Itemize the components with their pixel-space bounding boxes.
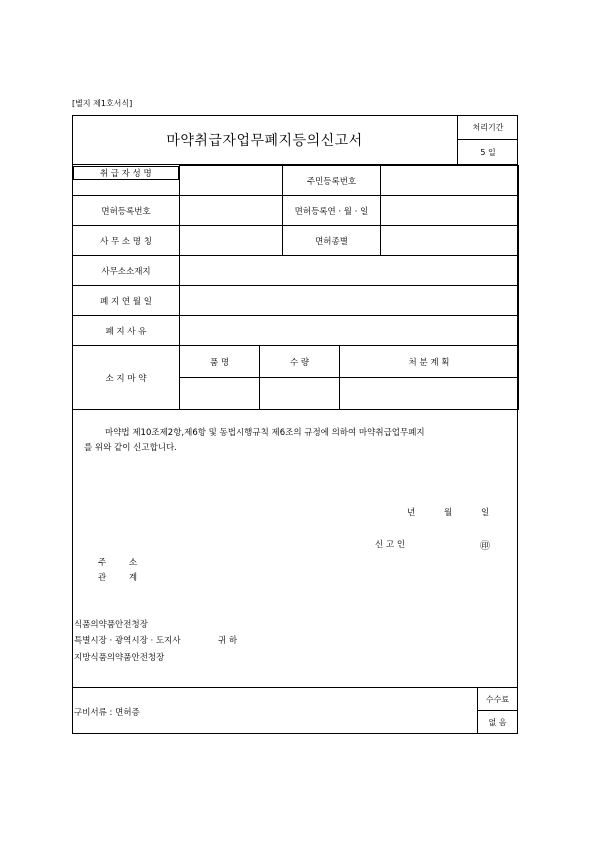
office-address-field[interactable]	[180, 256, 519, 286]
processing-label: 처리기간	[458, 115, 518, 140]
col-plan-header: 처 분 계 획	[340, 346, 519, 378]
date-month: 월	[444, 508, 453, 518]
license-no-field[interactable]	[180, 196, 283, 226]
license-type-label: 면허종별	[283, 226, 381, 256]
fee-label: 수수료	[485, 694, 510, 704]
quantity-field[interactable]	[260, 378, 340, 410]
date-day: 일	[481, 508, 490, 518]
office-address-label: 사무소소재지	[73, 256, 180, 286]
resident-no-label: 주민등록번호	[283, 166, 381, 196]
addressee: 귀 하	[218, 636, 238, 646]
col-quantity-header: 수 량	[260, 346, 340, 378]
license-type-field[interactable]	[381, 226, 519, 256]
license-date-label: 면허등록연 · 월 · 일	[283, 196, 381, 226]
handler-name-label: 취 급 자 성 명	[73, 166, 180, 180]
narcotics-table	[72, 345, 519, 410]
plan-field[interactable]	[340, 378, 519, 410]
resident-no-field[interactable]	[381, 166, 519, 196]
info-table	[72, 165, 519, 346]
date-year: 년	[407, 508, 416, 518]
closure-reason-field[interactable]	[180, 316, 519, 346]
fee-value: 없 음	[488, 717, 507, 727]
form-title: 마약취급자업무폐지등의신고서	[166, 132, 363, 149]
recipient-2: 특별시장 · 광역시장 · 도지사	[74, 636, 181, 646]
statement-line-2: 를 위와 같이 신고합니다.	[84, 443, 177, 453]
owned-narcotics-label: 소 지 마 약	[73, 346, 180, 410]
recipient-3: 지방식품의약품안전청장	[74, 653, 165, 663]
processing-value: 5 일	[458, 140, 518, 165]
closure-reason-label: 폐 지 사 유	[73, 316, 180, 346]
license-no-label: 면허등록번호	[73, 196, 180, 226]
item-field[interactable]	[180, 378, 260, 410]
office-name-label: 사 무 소 명 칭	[73, 226, 180, 256]
required-documents: 구비서류 : 면허증	[74, 708, 140, 718]
handler-name-field[interactable]	[180, 166, 283, 196]
seal-mark: ㊞	[480, 541, 490, 552]
footer-divider	[72, 687, 518, 688]
title-cell	[72, 115, 458, 165]
statement-line-1: 마약법 제10조제2항,제6항 및 동법시행규칙 제6조의 규정에 의하여 마약취급업무폐지	[105, 428, 425, 438]
address-label: 주 소	[98, 558, 148, 568]
office-name-field[interactable]	[180, 226, 283, 256]
relation-label: 관 계	[98, 573, 148, 583]
recipient-1: 식품의약품안전청장	[74, 620, 148, 630]
col-item-header: 품 명	[180, 346, 260, 378]
reporter-label: 신 고 인	[375, 540, 406, 550]
form-number: [별지 제1호서식]	[72, 99, 133, 108]
license-date-field[interactable]	[381, 196, 519, 226]
closure-date-field[interactable]	[180, 286, 519, 316]
closure-date-label: 폐 지 연 월 일	[73, 286, 180, 316]
